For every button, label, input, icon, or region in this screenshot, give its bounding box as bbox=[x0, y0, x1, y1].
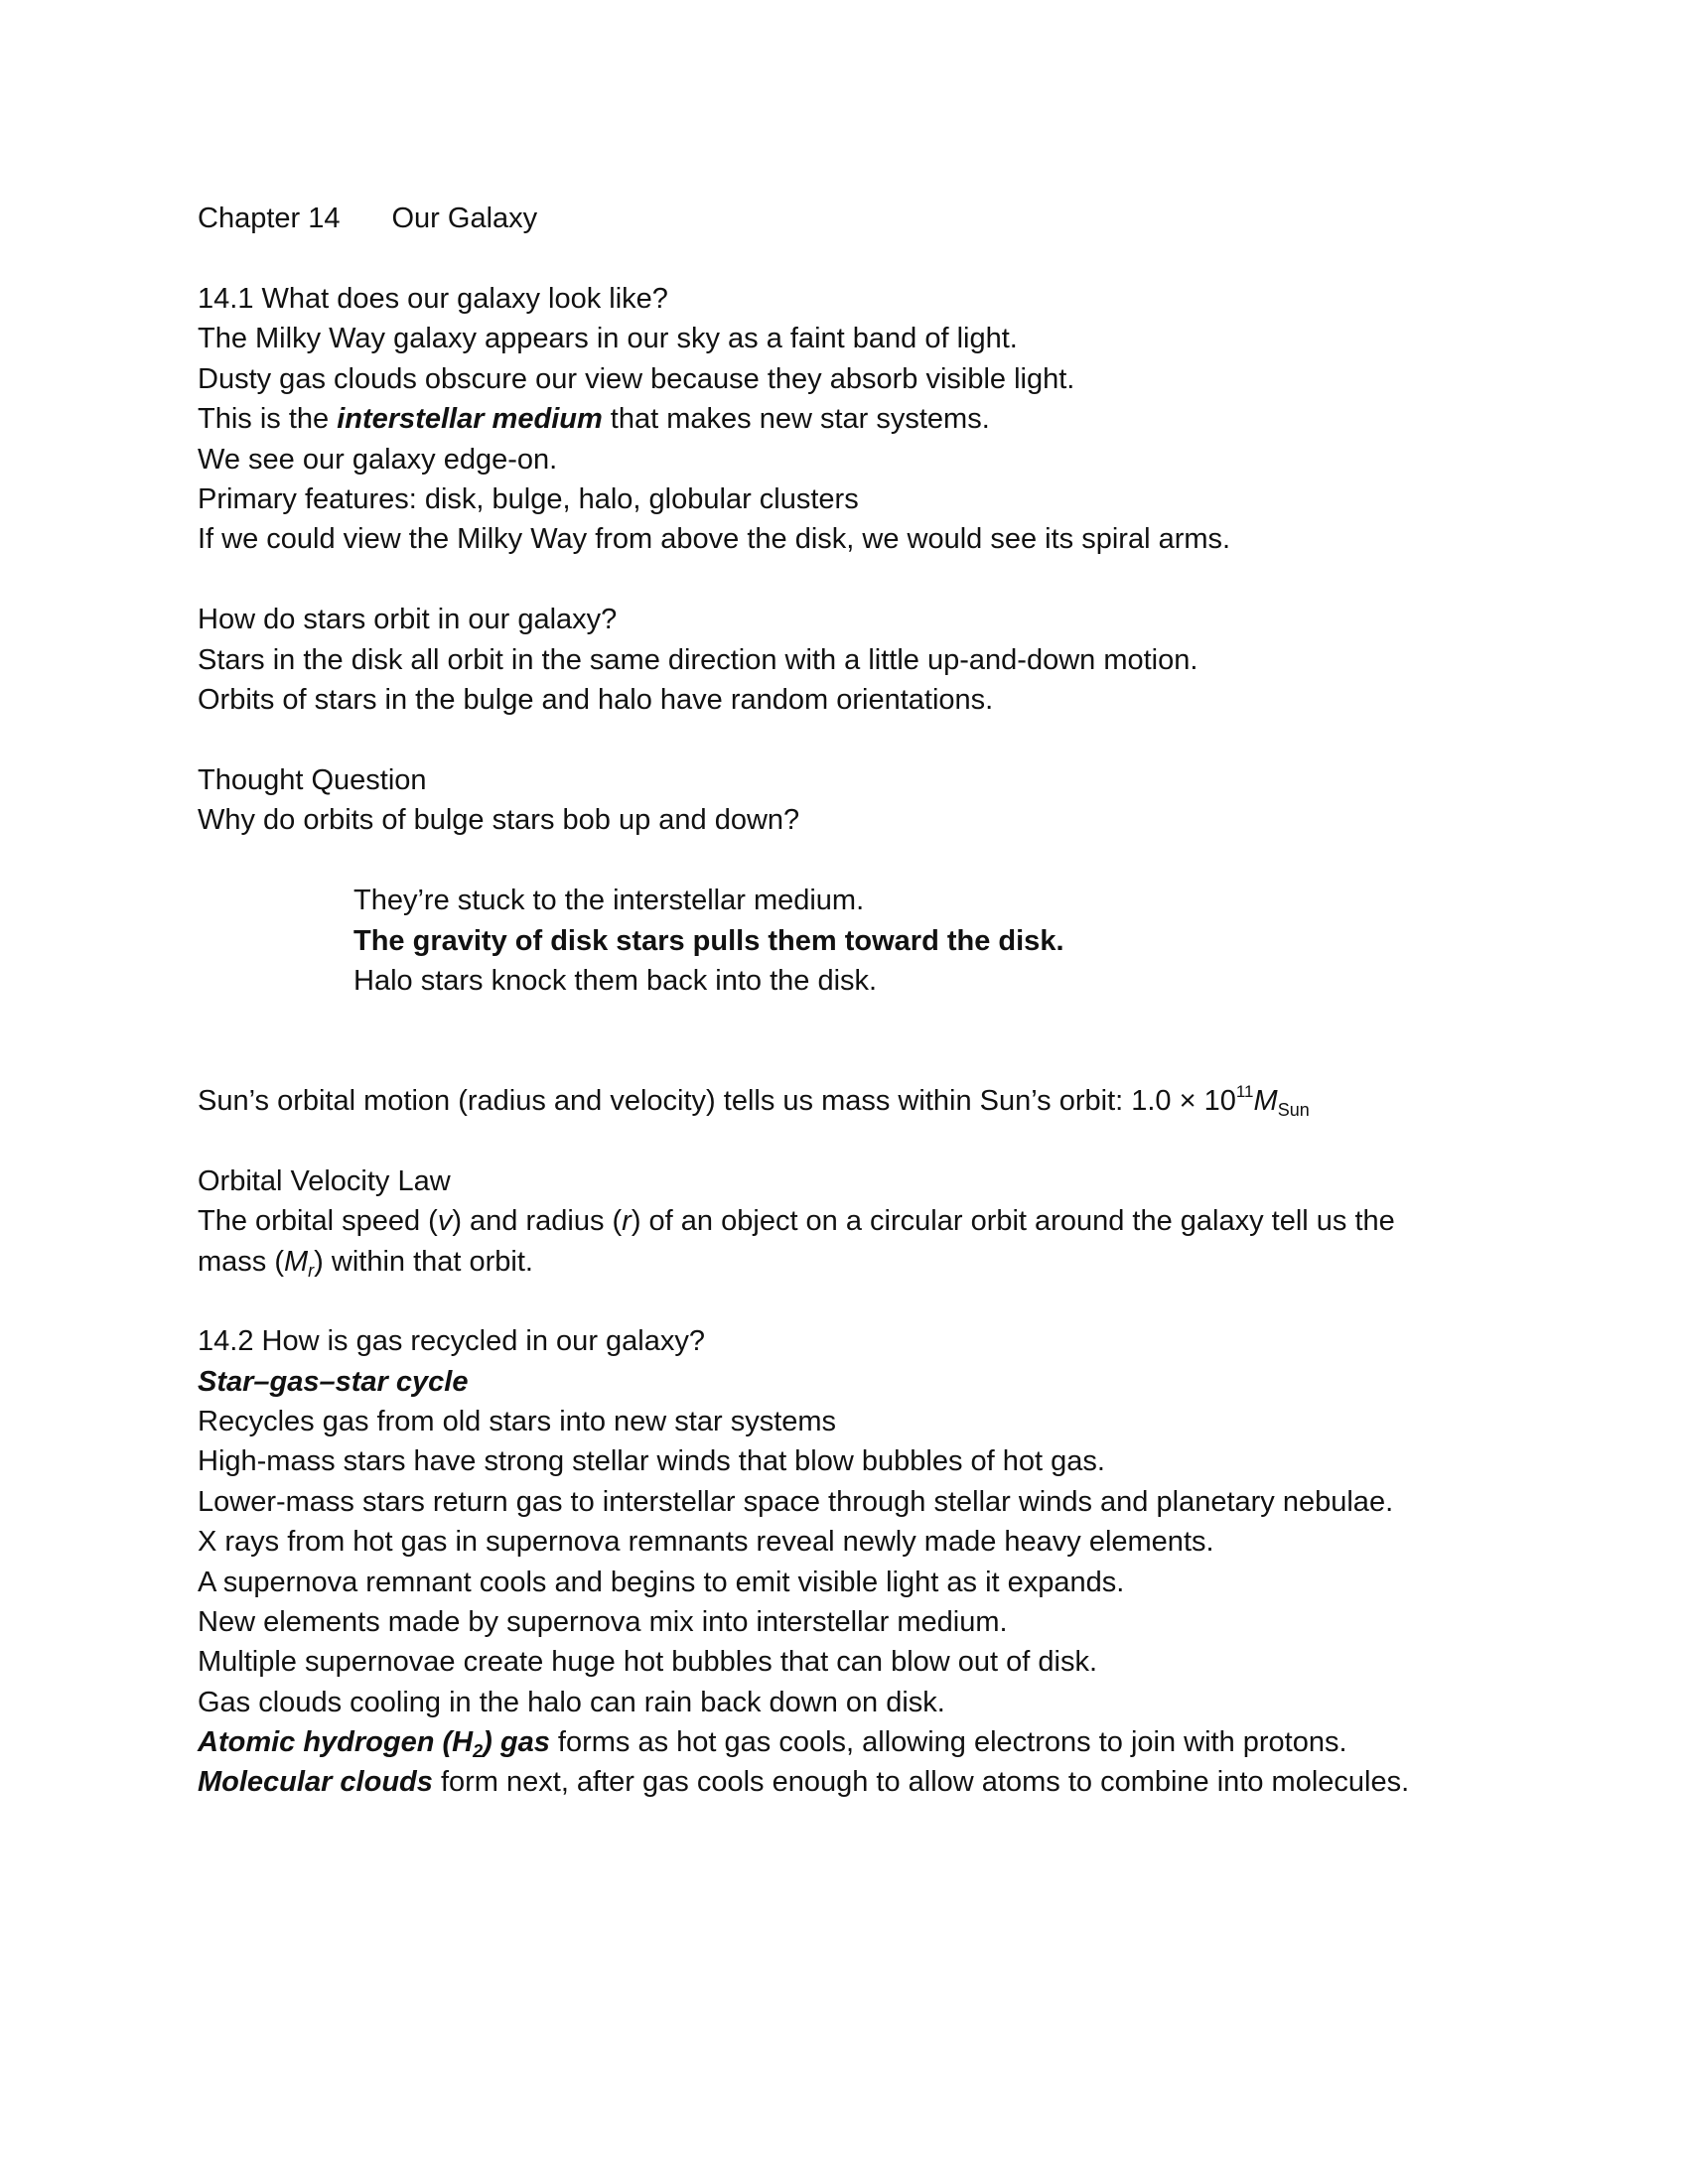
section-14-1-line-1: The Milky Way galaxy appears in our sky as a faint band of light. bbox=[198, 323, 1018, 354]
mass-symbol: M bbox=[284, 1246, 309, 1278]
line-text: that makes new star systems. bbox=[602, 403, 990, 435]
orbits-line-2: Orbits of stars in the bulge and halo have random orientations. bbox=[198, 684, 994, 716]
section-14-2-line-4: X rays from hot gas in supernova remnants reveal newly made heavy elements. bbox=[198, 1526, 1214, 1558]
star-gas-star-cycle-term: Star–gas–star cycle bbox=[198, 1366, 469, 1398]
line-text: forms as hot gas cools, allowing electrons to join with protons. bbox=[549, 1726, 1347, 1758]
section-14-1-line-6: If we could view the Milky Way from above the disk, we would see its spiral arms. bbox=[198, 523, 1231, 555]
line-text: ) of an object on a circular orbit around the galaxy tell us the bbox=[631, 1205, 1395, 1237]
chapter-title: Our Galaxy bbox=[391, 203, 538, 234]
orbital-velocity-law-line-2 bbox=[198, 1242, 533, 1282]
thought-question-text: Why do orbits of bulge stars bob up and down? bbox=[198, 804, 800, 836]
line-text: ) and radius ( bbox=[452, 1205, 623, 1237]
line-text: Sun’s orbital motion (radius and velocity) tells us mass within Sun’s orbit: bbox=[198, 1085, 1132, 1117]
section-14-2-line-1: Recycles gas from old stars into new star systems bbox=[198, 1406, 837, 1437]
mass-subscript: r bbox=[308, 1261, 315, 1281]
section-14-1-line-4: We see our galaxy edge-on. bbox=[198, 444, 558, 476]
orbits-heading: How do stars orbit in our galaxy? bbox=[198, 604, 618, 635]
molecular-clouds-line bbox=[198, 1762, 1409, 1802]
atomic-hydrogen-term bbox=[198, 1726, 550, 1761]
section-14-2-line-8: Gas clouds cooling in the halo can rain back down on disk. bbox=[198, 1687, 945, 1718]
answer-option-2-correct: The gravity of disk stars pulls them toward the disk. bbox=[353, 925, 1064, 957]
chapter-number: Chapter 14 bbox=[198, 203, 341, 234]
section-14-2-line-5: A supernova remnant cools and begins to emit visible light as it expands. bbox=[198, 1567, 1125, 1598]
sun-mass-line bbox=[198, 1081, 1310, 1121]
subscript-2: 2 bbox=[473, 1741, 484, 1761]
chapter-heading bbox=[198, 199, 537, 238]
line-text: This is the bbox=[198, 403, 338, 435]
term-text: Atomic hydrogen (H bbox=[198, 1726, 474, 1758]
section-14-1-heading: 14.1 What does our galaxy look like? bbox=[198, 283, 668, 315]
orbits-line-1: Stars in the disk all orbit in the same direction with a little up-and-down motion. bbox=[198, 644, 1198, 676]
section-14-1-line-5: Primary features: disk, bulge, halo, globular clusters bbox=[198, 483, 859, 515]
line-text: ) within that orbit. bbox=[314, 1246, 533, 1278]
section-14-2-line-3: Lower-mass stars return gas to interstellar space through stellar winds and planetary nebulae. bbox=[198, 1486, 1394, 1518]
orbital-velocity-law-heading: Orbital Velocity Law bbox=[198, 1165, 451, 1197]
term-text: ) gas bbox=[483, 1726, 550, 1758]
section-14-1-line-2: Dusty gas clouds obscure our view because they absorb visible light. bbox=[198, 363, 1075, 395]
interstellar-medium-term: interstellar medium bbox=[337, 403, 603, 435]
orbital-velocity-law-line-1 bbox=[198, 1201, 1395, 1241]
line-text: mass ( bbox=[198, 1246, 284, 1278]
velocity-symbol: v bbox=[437, 1205, 453, 1237]
section-14-2-line-7: Multiple supernovae create huge hot bubbles that can blow out of disk. bbox=[198, 1646, 1098, 1678]
line-text: The orbital speed ( bbox=[198, 1205, 438, 1237]
mass-subscript: Sun bbox=[1277, 1100, 1310, 1120]
answer-option-1: They’re stuck to the interstellar medium. bbox=[353, 885, 865, 916]
answer-option-3: Halo stars knock them back into the disk. bbox=[353, 965, 878, 997]
section-14-2-line-6: New elements made by supernova mix into interstellar medium. bbox=[198, 1606, 1008, 1638]
section-14-2-heading: 14.2 How is gas recycled in our galaxy? bbox=[198, 1325, 705, 1357]
mass-coefficient: 1.0 × 10 bbox=[1131, 1085, 1236, 1117]
section-14-2-line-2: High-mass stars have strong stellar winds that blow bubbles of hot gas. bbox=[198, 1445, 1105, 1477]
radius-symbol: r bbox=[622, 1205, 632, 1237]
mass-symbol: M bbox=[1253, 1085, 1278, 1117]
section-14-1-line-3 bbox=[198, 399, 990, 439]
molecular-clouds-term: Molecular clouds bbox=[198, 1766, 433, 1798]
line-text: form next, after gas cools enough to allow atoms to combine into molecules. bbox=[432, 1766, 1410, 1798]
atomic-hydrogen-line bbox=[198, 1722, 1347, 1762]
mass-exponent: 11 bbox=[1235, 1082, 1254, 1101]
thought-question-heading: Thought Question bbox=[198, 764, 427, 796]
